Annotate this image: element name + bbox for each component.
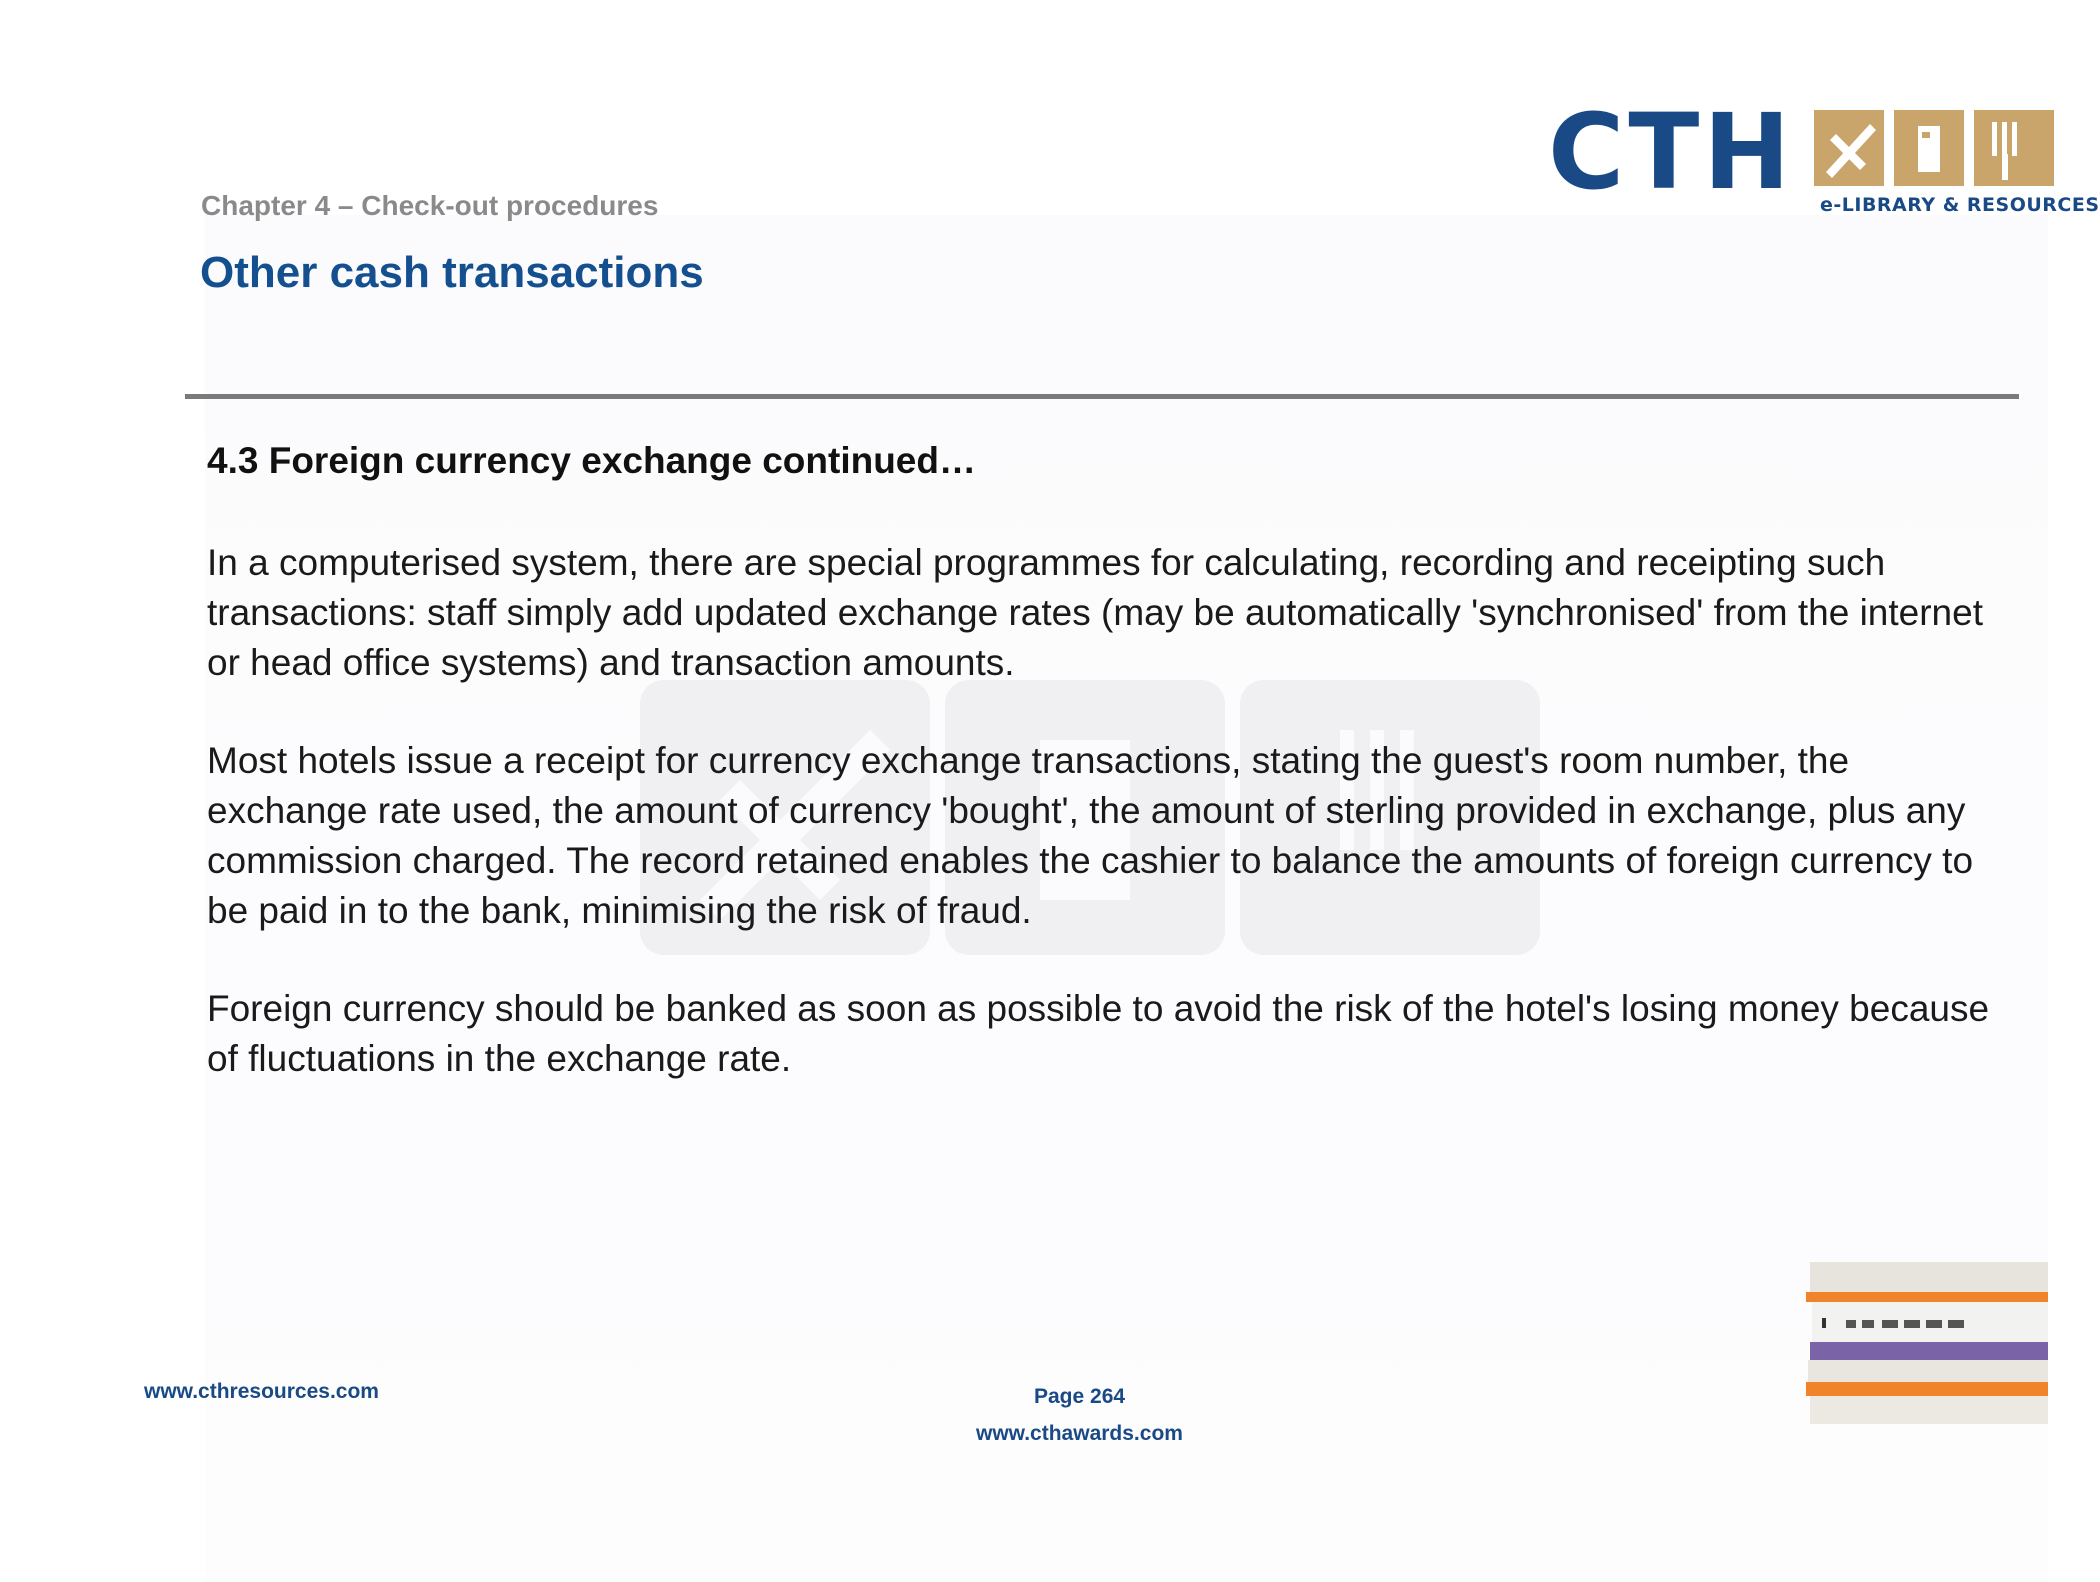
page-number: Page 264: [1034, 1385, 1126, 1408]
footer-awards-link[interactable]: www.cthawards.com: [976, 1422, 1183, 1445]
books-stack-icon: [1800, 1262, 2048, 1432]
fork-icon: [1974, 110, 2054, 186]
paragraph-2: Most hotels issue a receipt for currency exchange transactions, stating the guest's room number, the exchange rate used, the amount of currency 'bought', the amount of sterling provided in exchange, plus any commission charged. The record retained enables the cashier to balance the amounts of foreign currency to be paid in to the bank, minimising the risk of fraud.: [207, 740, 1974, 931]
hotel-key-icon: [1894, 110, 1964, 186]
logo-wordmark: CTH: [1548, 91, 1795, 213]
paragraph-1: In a computerised system, there are special programmes for calculating, recording and receipting such transactions: staff simply add updated exchange rates (may be automatically 'synchronised' from the internet or head office systems) and transaction amounts.: [207, 542, 1983, 683]
cth-logo: [1548, 91, 2100, 222]
section-heading: 4.3 Foreign currency exchange continued…: [207, 440, 976, 481]
paragraph-3: Foreign currency should be banked as soon as possible to avoid the risk of the hotel's losing money because of fluctuations in the exchange rate.: [207, 988, 1990, 1079]
page-title: Other cash transactions: [200, 248, 704, 297]
chapter-label: Chapter 4 – Check-out procedures: [201, 190, 659, 221]
logo-tiles: [1814, 110, 2054, 186]
airplane-icon: [1814, 110, 1884, 186]
divider: [185, 394, 2019, 399]
footer-resources-link[interactable]: www.cthresources.com: [144, 1380, 379, 1403]
logo-subtitle: e-LIBRARY & RESOURCES: [1820, 194, 2100, 216]
